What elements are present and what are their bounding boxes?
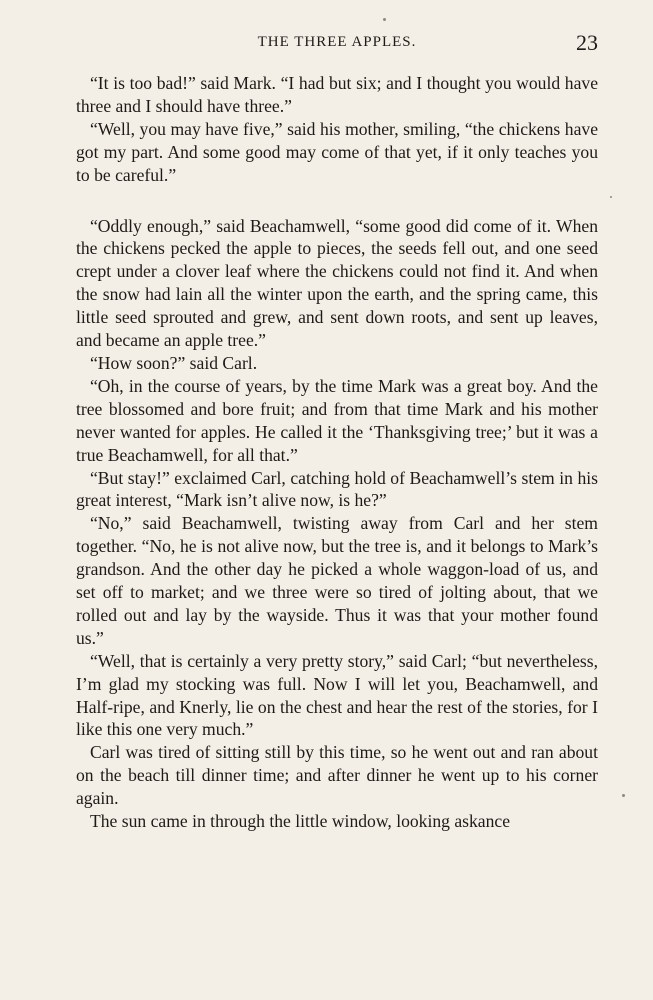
paragraph: “Oddly enough,” said Beachamwell, “some good did come of it. When the chickens pecked the apple to pieces, the seeds fell out, and one seed crept under a clover leaf where the chickens could not find it. And when the snow had lain all the winter upon the earth, and the spring came, this little seed sprouted and grew, and sent down roots, and sent up leaves, and became an apple tree.”: [76, 215, 598, 351]
paragraph: “Well, you may have five,” said his mother, smiling, “the chickens have got my part. And some good may come of that yet, if it only teaches you to be careful.”: [76, 118, 598, 185]
ink-speck: [622, 794, 625, 797]
paragraph: “But stay!” exclaimed Carl, catching hold of Beachamwell’s stem in his great interest, “Mark isn’t alive now, is he?”: [76, 467, 598, 511]
body-text: [76, 72, 598, 833]
paragraph: “How soon?” said Carl.: [90, 352, 258, 373]
paragraph: The sun came in through the little window, looking askance: [90, 811, 511, 832]
ink-speck: [610, 196, 612, 198]
ink-speck: [383, 18, 386, 21]
running-title: THE THREE APPLES.: [257, 34, 417, 50]
paragraph: “Well, that is certainly a very pretty story,” said Carl; “but nevertheless, I’m glad my stocking was full. Now I will let you, Beachamwell, and Half-ripe, and Knerly, lie on the chest and hear the rest of the stories, for I like this one very much.”: [76, 650, 598, 740]
page-header: [76, 30, 598, 58]
paragraph: Carl was tired of sitting still by this time, so he went out and ran about on the beach till dinner time; and after dinner he went up to his corner again.: [76, 742, 598, 809]
paragraph: “Oh, in the course of years, by the time Mark was a great boy. And the tree blossomed and bore fruit; and from that time Mark and his mother never wanted for apples. He called it the ‘Thanksgiving tree;’ but it was a true Beachamwell, for all that.”: [76, 375, 598, 465]
page-number: 23: [576, 30, 598, 55]
paragraph: “It is too bad!” said Mark. “I had but six; and I thought you would have three and I should have three.”: [76, 73, 598, 116]
paragraph: “No,” said Beachamwell, twisting away from Carl and her stem together. “No, he is not alive now, but the tree is, and it belongs to Mark’s grandson. And the other day he picked a whole waggon-load of us, and set off to market; and we three were so tired of jolting about, that we rolled out and lay by the wayside. Thus it was that your mother found us.”: [76, 513, 598, 648]
